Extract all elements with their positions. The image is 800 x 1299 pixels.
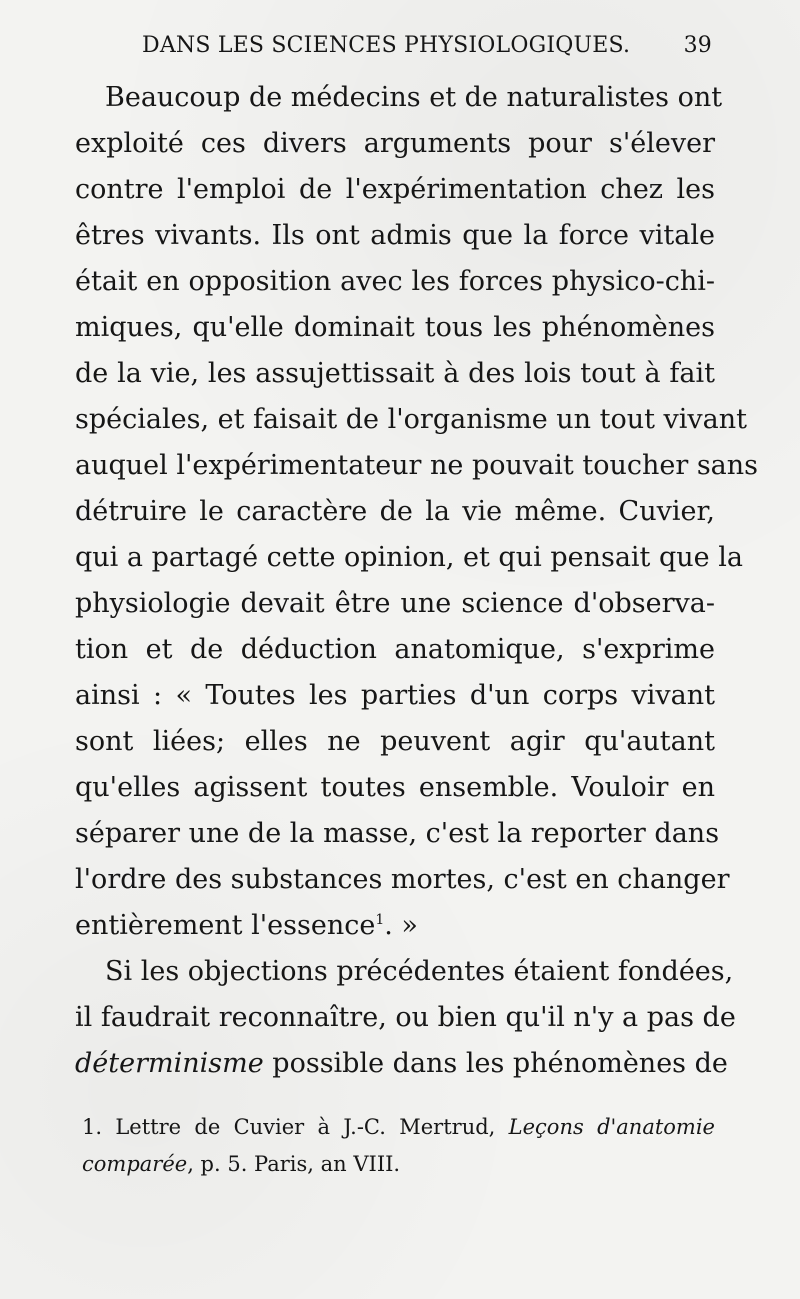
text-line: êtres vivants. Ils ont admis que la force vitale (75, 220, 715, 251)
text-line: miques, qu'elle dominait tous les phénomènes (75, 312, 715, 343)
text-line: qu'elles agissent toutes ensemble. Vouloir en (75, 772, 715, 803)
text-line: il faudrait reconnaître, ou bien qu'il n'y a pas de (75, 1002, 736, 1033)
quote-ending-text: entièrement l'essence (75, 910, 376, 941)
footnote-prefix: 1. Lettre de Cuvier à J.-C. Mertrud, (82, 1115, 496, 1139)
footnote-reference: 1 (375, 912, 385, 928)
text-line: physiologie devait être une science d'observa- (75, 588, 715, 619)
text-line: séparer une de la masse, c'est la reporter dans (75, 818, 720, 849)
text-line: Si les objections précédentes étaient fondées, (105, 956, 734, 987)
text-line: exploité ces divers arguments pour s'élever (75, 128, 715, 159)
text-line: contre l'emploi de l'expérimentation chez les (75, 174, 715, 205)
text-line: de la vie, les assujettissait à des lois tout à fait (75, 358, 715, 389)
footnote-title: Leçons d'anatomie (508, 1115, 715, 1139)
text-line: qui a partagé cette opinion, et qui pensait que la (75, 542, 743, 573)
text-line: sont liées; elles ne peuvent agir qu'autant (75, 726, 715, 757)
quote-ending-line (75, 903, 715, 949)
page-number: 39 (683, 33, 712, 58)
text-line: l'ordre des substances mortes, c'est en changer (75, 864, 730, 895)
footnote (82, 1109, 715, 1183)
text-line: était en opposition avec les forces physico-chi- (75, 266, 715, 297)
main-text (75, 75, 759, 1087)
running-header (142, 33, 712, 65)
footnote-line-1 (82, 1109, 715, 1146)
closing-quote: . » (384, 910, 418, 941)
text-line: spéciales, et faisait de l'organisme un tout vivant (75, 404, 748, 435)
header-title: DANS LES SCIENCES PHYSIOLOGIQUES. (142, 33, 631, 58)
text-line: Beaucoup de médecins et de naturalistes ont (105, 82, 723, 113)
footnote-publication: , p. 5. Paris, an VIII. (187, 1152, 401, 1176)
text-line: ainsi : « Toutes les parties d'un corps vivant (75, 680, 715, 711)
text-line: tion et de déduction anatomique, s'exprime (75, 634, 715, 665)
text-line-rest: possible dans les phénomènes de (272, 1048, 728, 1079)
text-line: détruire le caractère de la vie même. Cuvier, (75, 496, 715, 527)
text-line: auquel l'expérimentateur ne pouvait toucher sans (75, 450, 759, 481)
italic-term: déterminisme (75, 1048, 264, 1079)
text-line-with-italic (75, 1041, 728, 1087)
footnote-line-2 (82, 1146, 715, 1183)
footnote-title-continuation: comparée (82, 1152, 188, 1176)
